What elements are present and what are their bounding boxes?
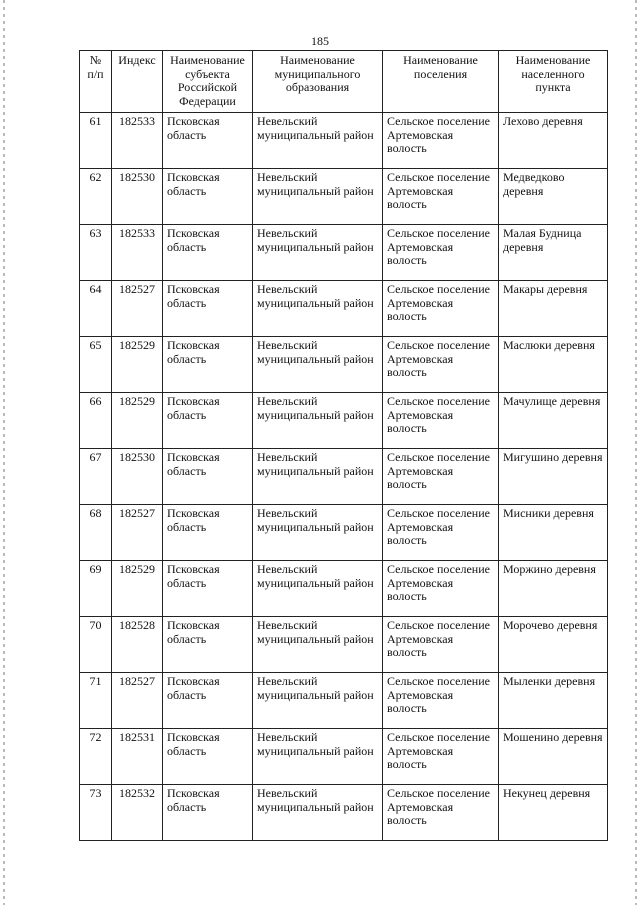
cell-settlement: Сельское поселение Артемовская волость: [383, 673, 499, 729]
table-row: [80, 505, 608, 561]
cell-locality: Мачулище деревня: [499, 393, 608, 449]
scan-edge-left: [3, 0, 5, 905]
cell-subject: Псковская область: [163, 673, 253, 729]
cell-settlement: Сельское поселение Артемовская волость: [383, 729, 499, 785]
page-number: 185: [311, 34, 329, 48]
cell-index: 182529: [112, 337, 163, 393]
cell-locality: Мыленки деревня: [499, 673, 608, 729]
cell-index: 182527: [112, 673, 163, 729]
cell-municipality: Невельский муниципальный район: [253, 393, 383, 449]
cell-num: 61: [80, 113, 112, 169]
cell-municipality: Невельский муниципальный район: [253, 169, 383, 225]
table-row: [80, 785, 608, 841]
cell-subject: Псковская область: [163, 169, 253, 225]
cell-num: 70: [80, 617, 112, 673]
table-row: [80, 393, 608, 449]
cell-subject: Псковская область: [163, 505, 253, 561]
cell-municipality: Невельский муниципальный район: [253, 337, 383, 393]
cell-locality: Моржино деревня: [499, 561, 608, 617]
cell-index: 182529: [112, 561, 163, 617]
cell-subject: Псковская область: [163, 617, 253, 673]
cell-num: 66: [80, 393, 112, 449]
cell-num: 64: [80, 281, 112, 337]
cell-num: 72: [80, 729, 112, 785]
cell-index: 182533: [112, 225, 163, 281]
cell-subject: Псковская область: [163, 337, 253, 393]
cell-settlement: Сельское поселение Артемовская волость: [383, 561, 499, 617]
header-municipality: Наименование муниципального образования: [253, 51, 383, 113]
cell-settlement: Сельское поселение Артемовская волость: [383, 393, 499, 449]
cell-num: 65: [80, 337, 112, 393]
cell-municipality: Невельский муниципальный район: [253, 505, 383, 561]
cell-subject: Псковская область: [163, 113, 253, 169]
cell-locality: Мисники деревня: [499, 505, 608, 561]
cell-subject: Псковская область: [163, 393, 253, 449]
cell-num: 62: [80, 169, 112, 225]
cell-num: 63: [80, 225, 112, 281]
cell-num: 68: [80, 505, 112, 561]
table-row: [80, 561, 608, 617]
table-row: [80, 617, 608, 673]
cell-subject: Псковская область: [163, 561, 253, 617]
cell-municipality: Невельский муниципальный район: [253, 449, 383, 505]
cell-index: 182532: [112, 785, 163, 841]
table-row: [80, 225, 608, 281]
table-row: [80, 673, 608, 729]
cell-locality: Лехово деревня: [499, 113, 608, 169]
table-header-row: [80, 51, 608, 113]
cell-municipality: Невельский муниципальный район: [253, 785, 383, 841]
cell-index: 182527: [112, 505, 163, 561]
cell-municipality: Невельский муниципальный район: [253, 225, 383, 281]
cell-locality: Макары деревня: [499, 281, 608, 337]
cell-municipality: Невельский муниципальный район: [253, 113, 383, 169]
cell-municipality: Невельский муниципальный район: [253, 281, 383, 337]
cell-settlement: Сельское поселение Артемовская волость: [383, 169, 499, 225]
header-num: № п/п: [80, 51, 112, 113]
scan-edge-right: [635, 0, 637, 905]
cell-num: 71: [80, 673, 112, 729]
cell-index: 182530: [112, 449, 163, 505]
cell-municipality: Невельский муниципальный район: [253, 673, 383, 729]
cell-settlement: Сельское поселение Артемовская волость: [383, 281, 499, 337]
cell-index: 182528: [112, 617, 163, 673]
cell-index: 182529: [112, 393, 163, 449]
cell-num: 67: [80, 449, 112, 505]
table-row: [80, 729, 608, 785]
header-locality: Наименование населенного пункта: [499, 51, 608, 113]
cell-locality: Медведково деревня: [499, 169, 608, 225]
header-index: Индекс: [112, 51, 163, 113]
cell-locality: Некунец деревня: [499, 785, 608, 841]
settlements-table: [79, 50, 608, 841]
cell-subject: Псковская область: [163, 785, 253, 841]
cell-subject: Псковская область: [163, 449, 253, 505]
cell-settlement: Сельское поселение Артемовская волость: [383, 785, 499, 841]
table-row: [80, 169, 608, 225]
cell-subject: Псковская область: [163, 225, 253, 281]
cell-index: 182527: [112, 281, 163, 337]
cell-num: 69: [80, 561, 112, 617]
cell-num: 73: [80, 785, 112, 841]
header-settlement: Наименование поселения: [383, 51, 499, 113]
table-row: [80, 113, 608, 169]
cell-index: 182533: [112, 113, 163, 169]
cell-locality: Мигушино деревня: [499, 449, 608, 505]
cell-municipality: Невельский муниципальный район: [253, 617, 383, 673]
cell-municipality: Невельский муниципальный район: [253, 729, 383, 785]
cell-subject: Псковская область: [163, 729, 253, 785]
table-row: [80, 449, 608, 505]
cell-municipality: Невельский муниципальный район: [253, 561, 383, 617]
cell-settlement: Сельское поселение Артемовская волость: [383, 337, 499, 393]
cell-locality: Маслюки деревня: [499, 337, 608, 393]
cell-locality: Мошенино деревня: [499, 729, 608, 785]
table-row: [80, 337, 608, 393]
cell-index: 182531: [112, 729, 163, 785]
cell-settlement: Сельское поселение Артемовская волость: [383, 449, 499, 505]
table-row: [80, 281, 608, 337]
cell-locality: Малая Будница деревня: [499, 225, 608, 281]
cell-subject: Псковская область: [163, 281, 253, 337]
header-subject: Наименование субъекта Российской Федерации: [163, 51, 253, 113]
cell-index: 182530: [112, 169, 163, 225]
cell-locality: Морочево деревня: [499, 617, 608, 673]
cell-settlement: Сельское поселение Артемовская волость: [383, 505, 499, 561]
cell-settlement: Сельское поселение Артемовская волость: [383, 225, 499, 281]
cell-settlement: Сельское поселение Артемовская волость: [383, 617, 499, 673]
cell-settlement: Сельское поселение Артемовская волость: [383, 113, 499, 169]
